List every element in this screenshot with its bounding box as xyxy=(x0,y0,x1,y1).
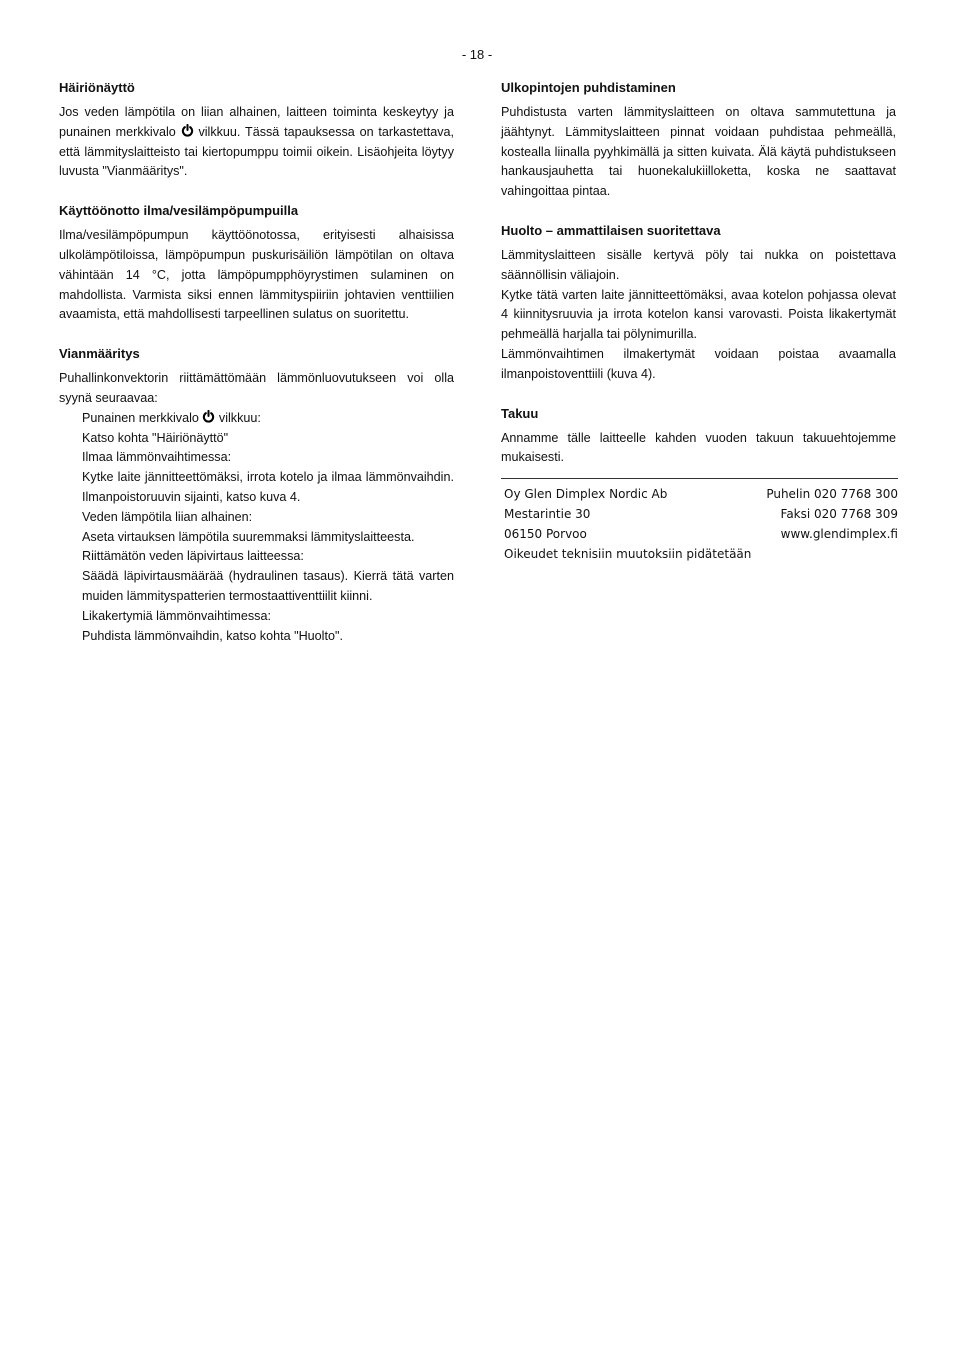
troubleshooting-item-4-fix: Säädä läpivirtausmäärää (hydraulinen tasaus). Kierrä tätä varten muiden lämmityspatterien termostaattiventtiilit kiinni. xyxy=(82,569,454,603)
footer-row-3 xyxy=(501,525,898,545)
item-1-after: vilkkuu: xyxy=(218,410,261,425)
power-icon xyxy=(202,410,215,423)
website: www.glendimplex.fi xyxy=(780,526,898,541)
page-number: - 18 - xyxy=(461,47,493,62)
service-paragraph-1: Lämmityslaitteen sisälle kertyvä pöly tai nukka on poistettava säännöllisin väliajoin. xyxy=(501,247,896,282)
street-address: Mestarintie 30 xyxy=(504,506,591,521)
troubleshooting-title: Vianmääritys xyxy=(59,346,140,362)
item-1-before: Punainen merkkivalo xyxy=(82,410,199,425)
cleaning-title: Ulkopintojen puhdistaminen xyxy=(501,80,676,95)
right-column xyxy=(501,79,896,564)
troubleshooting-item-3: Veden lämpötila liian alhainen: xyxy=(82,509,253,524)
troubleshooting-item-1 xyxy=(59,409,454,429)
contact-footer xyxy=(501,478,898,564)
service-paragraph-3: Lämmönvaihtimen ilmakertymät voidaan poistaa avaamalla ilmanpoistoventtiili (kuva 4). xyxy=(501,346,896,381)
fax-number: Faksi 020 7768 309 xyxy=(780,506,898,521)
power-icon xyxy=(181,124,194,137)
troubleshooting-item-3-fix: Aseta virtauksen lämpötila suuremmaksi lämmityslaitteesta. xyxy=(82,529,415,544)
fault-text-before: Jos veden lämpötila on liian alhainen, laitteen toiminta keskeytyy ja punainen merkkivalo xyxy=(59,105,454,139)
phone-number: Puhelin 020 7768 300 xyxy=(766,487,898,502)
troubleshooting-item-2-fix: Kytke laite jännitteettömäksi, irrota kotelo ja ilmaa lämmönvaihdin. Ilmanpoistoruuvin sijainti, katso kuva 4. xyxy=(82,470,454,504)
cleaning-text: Puhdistusta varten lämmityslaitteen on oltava sammutettuna ja jäähtynyt. Lämmityslaitteen pinnat voidaan puhdistaa pehmeällä, kostealla liinalla pyyhkimällä ja sitten kuivata. Älä käytä puhdistukseen hankausjauhetta tai huonekalukiilloketta, koska ne saattavat vahingoittaa pintaa. xyxy=(501,105,896,199)
postal-city: 06150 Porvoo xyxy=(504,526,587,541)
troubleshooting-item-5-fix: Puhdista lämmönvaihdin, katso kohta "Huolto". xyxy=(82,628,343,643)
company-name: Oy Glen Dimplex Nordic Ab xyxy=(504,487,668,502)
heatpump-section xyxy=(59,202,454,325)
heatpump-title: Käyttöönotto ilma/vesilämpöpumpuilla xyxy=(59,203,299,219)
fault-title: Häiriönäyttö xyxy=(59,80,135,95)
fault-section xyxy=(59,79,454,182)
troubleshooting-item-4: Riittämätön veden läpivirtaus laitteessa: xyxy=(82,549,304,564)
warranty-text: Annamme tälle laitteelle kahden vuoden takuun takuuehtojemme mukaisesti. xyxy=(501,430,896,465)
warranty-section xyxy=(501,405,896,469)
fault-text xyxy=(59,103,454,182)
troubleshooting-section xyxy=(59,345,454,646)
warranty-title: Takuu xyxy=(501,405,539,421)
fault-text-after: vilkkuu. Tässä tapauksessa on tarkastettava, että lämmityslaitteisto tai kiertopumppu toimii oikein. Lisäohjeita löytyy luvusta "Vianmääritys". xyxy=(59,124,455,179)
troubleshooting-intro: Puhallinkonvektorin riittämättömään lämmönluovutukseen voi olla syynä seuraavaa: xyxy=(59,371,454,405)
footer-row-4 xyxy=(501,545,898,565)
troubleshooting-item-2: Ilmaa lämmönvaihtimessa: xyxy=(82,450,232,465)
footer-row-1 xyxy=(501,485,898,505)
service-paragraph-2: Kytke tätä varten laite jännitteettömäksi, avaa kotelon pohjassa olevat 4 kiinnitysruuvia ja irrota kotelon kansi varovasti. Poista likakertymät pehmeällä harjalla tai pölynimurilla. xyxy=(501,287,896,342)
footer-row-2 xyxy=(501,505,898,525)
troubleshooting-item-1-fix: Katso kohta "Häiriönäyttö" xyxy=(82,430,229,445)
heatpump-text: Ilma/vesilämpöpumpun käyttöönotossa, erityisesti alhaisissa ulkolämpötiloissa, lämpöpumpun puskurisäiliön lämpötilan on oltava vähintään 14 °C, jotta lämpöpumpphöyrystimen sulaminen on mahdollista. Varmista siksi ennen lämmityspiiriin johtavien venttiilien avaamista, että mahdollisesti tarpeellinen sulatus on suoritettu. xyxy=(59,228,454,322)
service-title: Huolto – ammattilaisen suoritettava xyxy=(501,222,721,238)
rights-notice: Oikeudet teknisiin muutoksiin pidätetään xyxy=(504,546,752,561)
left-column xyxy=(59,79,454,666)
service-section xyxy=(501,222,896,385)
cleaning-section xyxy=(501,79,896,202)
troubleshooting-item-5: Likakertymiä lämmönvaihtimessa: xyxy=(82,608,271,623)
